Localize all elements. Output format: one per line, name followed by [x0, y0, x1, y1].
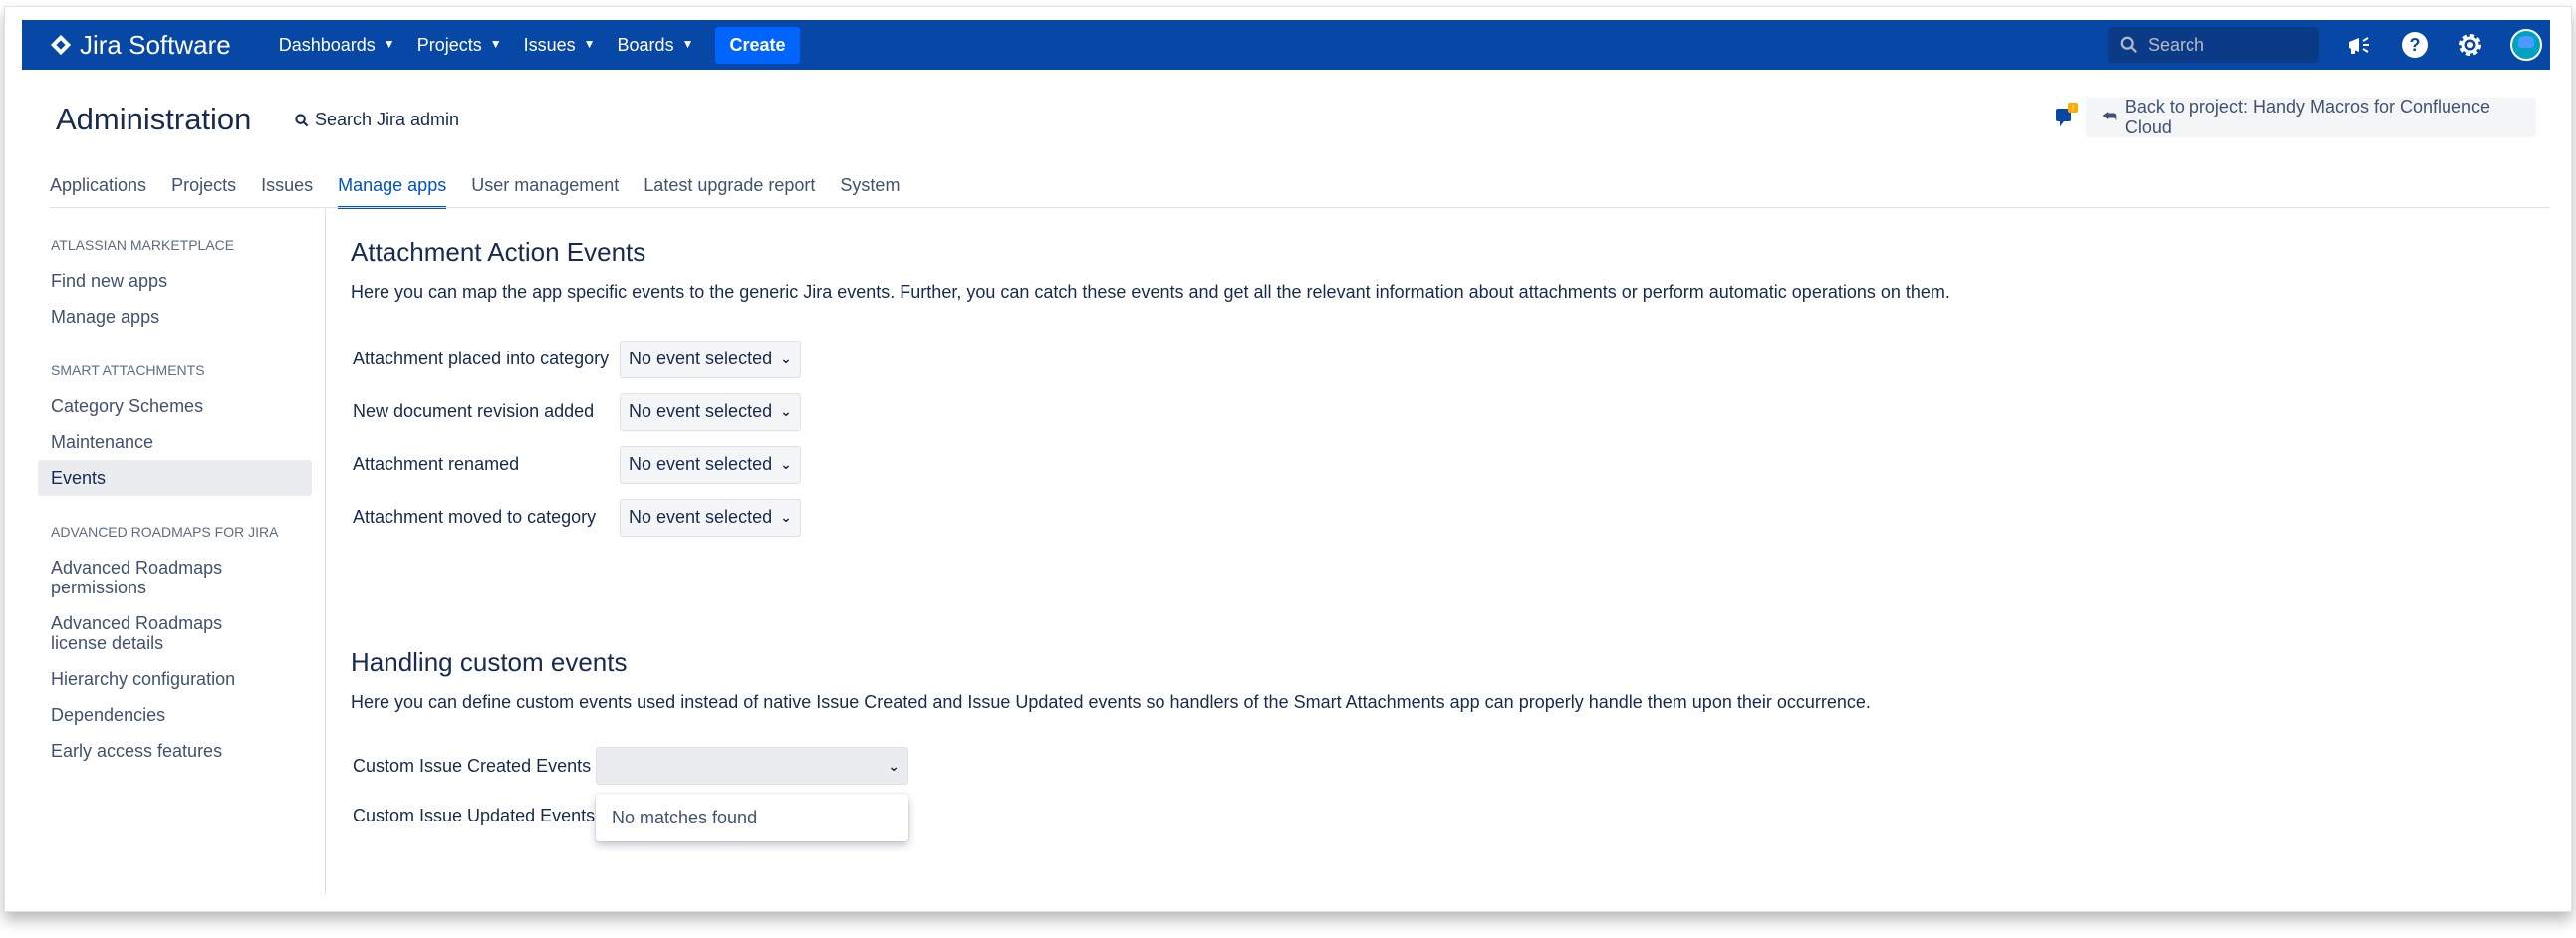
event-row	[351, 333, 2522, 385]
top-navigation	[22, 20, 2550, 70]
custom-created-label: Custom Issue Created Events	[353, 755, 592, 776]
search-icon	[2120, 36, 2138, 54]
event-select[interactable]	[620, 499, 801, 537]
sidebar-item-manage-apps[interactable]: Manage apps	[51, 307, 160, 327]
event-label: Attachment placed into category	[353, 349, 610, 368]
event-row	[351, 385, 2522, 438]
app-name: Jira Software	[80, 29, 231, 60]
chevron-down-icon: ▼	[489, 37, 502, 51]
tab-manage-apps[interactable]: Manage apps	[338, 175, 446, 209]
nav-issues-label: Issues	[523, 34, 576, 55]
tab-projects[interactable]: Projects	[171, 175, 237, 195]
chevron-down-icon: ▼	[681, 37, 694, 51]
feedback-icon[interactable]	[2054, 102, 2080, 127]
admin-search-link[interactable]	[295, 110, 459, 130]
admin-search-label: Search Jira admin	[315, 110, 460, 129]
no-matches-message: No matches found	[612, 807, 758, 827]
nav-dashboards[interactable]	[279, 35, 395, 56]
nav-dashboards-label: Dashboards	[278, 34, 376, 55]
megaphone-icon	[2345, 31, 2373, 59]
nav-boards[interactable]	[618, 35, 694, 56]
svg-text:?: ?	[2409, 35, 2421, 55]
create-button[interactable]: Create	[715, 27, 799, 64]
sidebar-divider	[325, 207, 326, 894]
event-label: Attachment moved to category	[353, 507, 597, 527]
gear-icon	[2455, 30, 2485, 60]
custom-created-select[interactable]	[596, 747, 908, 785]
attachment-events-title: Attachment Action Events	[351, 237, 646, 267]
nav-menu	[279, 27, 800, 64]
tab-user-management[interactable]: User management	[471, 175, 620, 195]
sidebar-heading-marketplace: ATLASSIAN MARKETPLACE	[51, 237, 235, 253]
event-select[interactable]	[620, 341, 801, 378]
settings-icon[interactable]	[2454, 29, 2486, 61]
attachment-events-description: Here you can map the app specific events to the generic Jira events. Further, you can catch these events and get all the relevant information about attachments or perform automatic operations on them.	[351, 282, 1950, 302]
custom-created-dropdown	[596, 794, 908, 841]
tab-issues[interactable]: Issues	[261, 175, 314, 195]
event-label: Attachment renamed	[353, 454, 520, 474]
event-select-value: No event selected	[629, 507, 773, 527]
event-select[interactable]	[620, 446, 801, 484]
event-label: New document revision added	[353, 401, 595, 421]
sidebar-heading-smart-attachments: SMART ATTACHMENTS	[51, 362, 205, 378]
nav-projects[interactable]	[417, 35, 502, 56]
custom-events-description: Here you can define custom events used instead of native Issue Created and Issue Updated events so handlers of the Smart Attachments app can properly handle them upon their occurrence.	[351, 692, 1871, 712]
topbar-right	[2108, 27, 2542, 63]
event-row	[351, 491, 2522, 544]
event-select-value: No event selected	[629, 454, 773, 474]
event-mapping-list	[351, 333, 2522, 544]
search-input[interactable]	[2108, 27, 2319, 63]
sidebar-item-category-schemes[interactable]: Category Schemes	[51, 396, 204, 416]
nav-issues[interactable]	[524, 35, 596, 56]
chevron-down-icon: ▼	[583, 37, 596, 51]
notifications-icon[interactable]	[2343, 29, 2375, 61]
sidebar-item-early-access-features[interactable]: Early access features	[51, 741, 223, 761]
question-icon	[2400, 30, 2430, 60]
back-to-project-label: Back to project: Handy Macros for Confluence Cloud	[2124, 97, 2491, 137]
sidebar-item-dependencies[interactable]: Dependencies	[51, 705, 166, 725]
page-title: Administration	[56, 102, 252, 136]
custom-events-title: Handling custom events	[351, 647, 628, 677]
event-row	[351, 438, 2522, 491]
tabs-divider	[50, 207, 2550, 208]
nav-boards-label: Boards	[617, 34, 674, 55]
back-to-project-button[interactable]	[2086, 98, 2536, 137]
sidebar-item-maintenance[interactable]: Maintenance	[51, 432, 154, 452]
chevron-down-icon: ⌄	[780, 456, 792, 472]
chevron-down-icon: ⌄	[780, 509, 792, 525]
app-logo[interactable]	[50, 30, 231, 61]
help-icon[interactable]	[2399, 29, 2431, 61]
sidebar-item-advanced-roadmaps-permissions[interactable]: Advanced Roadmaps permissions	[51, 558, 223, 597]
chevron-down-icon: ⌄	[888, 757, 900, 774]
event-select-value: No event selected	[629, 349, 773, 368]
sidebar-heading-advanced-roadmaps: ADVANCED ROADMAPS FOR JIRA	[51, 524, 279, 540]
sidebar-item-advanced-roadmaps-license[interactable]: Advanced Roadmaps license details	[51, 613, 223, 653]
sidebar-item-find-new-apps[interactable]: Find new apps	[51, 271, 168, 291]
sidebar-item-events[interactable]: Events	[38, 460, 312, 496]
tab-system[interactable]: System	[840, 175, 901, 195]
search-icon	[295, 114, 309, 127]
back-arrow-icon: ⮪	[2102, 109, 2117, 125]
jira-logo-icon	[50, 34, 72, 56]
attachment-events-section	[351, 237, 2522, 544]
chevron-down-icon: ⌄	[780, 351, 792, 366]
chevron-down-icon: ⌄	[780, 403, 792, 419]
event-select[interactable]	[620, 393, 801, 431]
tab-applications[interactable]: Applications	[50, 175, 147, 195]
admin-tabs	[50, 175, 924, 209]
sidebar-item-hierarchy-configuration[interactable]: Hierarchy configuration	[51, 669, 236, 689]
nav-projects-label: Projects	[416, 34, 482, 55]
event-select-value: No event selected	[629, 401, 773, 421]
tab-latest-upgrade-report[interactable]: Latest upgrade report	[644, 175, 816, 195]
chevron-down-icon: ▼	[383, 37, 395, 51]
avatar[interactable]	[2510, 29, 2542, 61]
sidebar	[38, 225, 312, 769]
search-placeholder: Search	[2148, 34, 2205, 55]
custom-updated-label: Custom Issue Updated Events	[353, 805, 596, 825]
svg-text:!: !	[2071, 104, 2075, 113]
custom-created-row	[351, 741, 2522, 791]
